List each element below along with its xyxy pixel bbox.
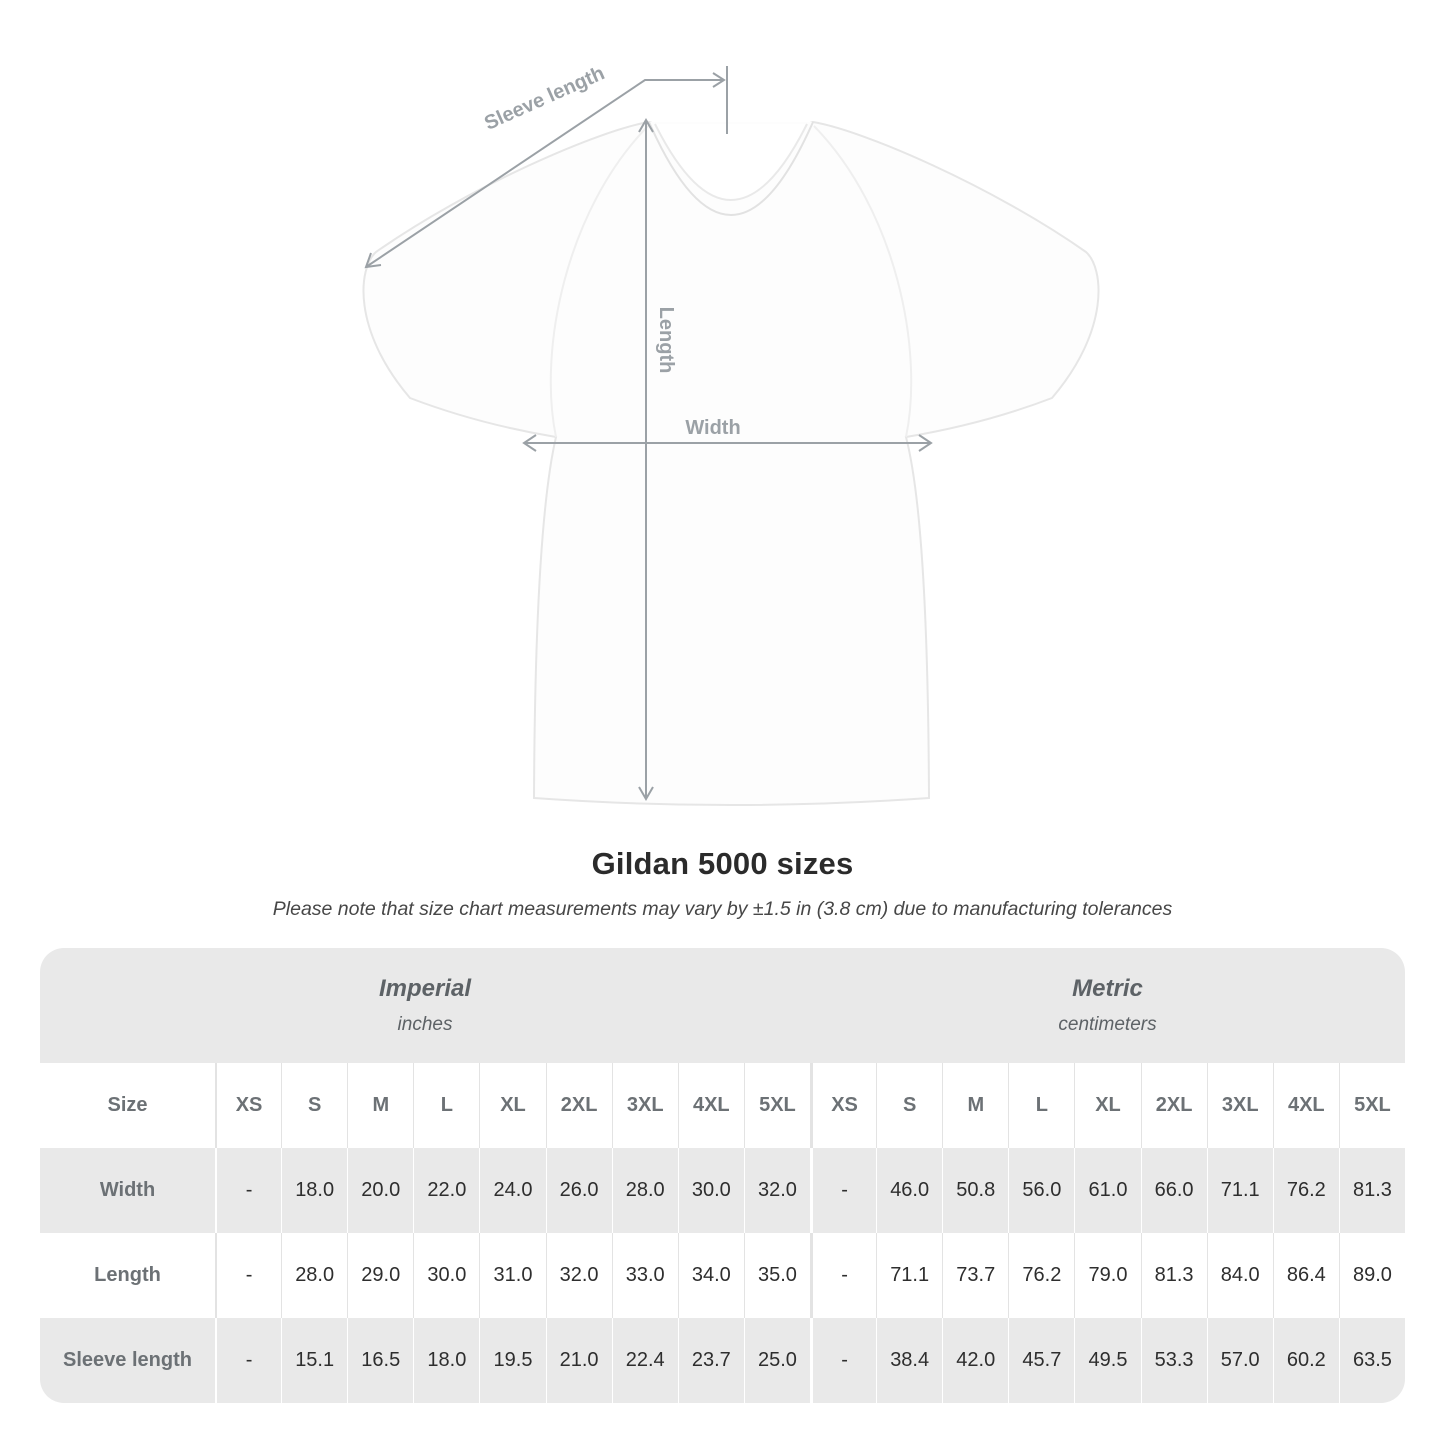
table-cell: - <box>215 1148 281 1233</box>
table-cell: - <box>215 1233 281 1318</box>
table-cell: 32.0 <box>546 1233 612 1318</box>
table-cell: 56.0 <box>1008 1148 1074 1233</box>
table-cell: 71.1 <box>876 1233 942 1318</box>
table-cell: 61.0 <box>1074 1148 1140 1233</box>
unit-header-metric <box>810 948 1405 1063</box>
table-cell: 20.0 <box>347 1148 413 1233</box>
table-cell: 53.3 <box>1141 1318 1207 1403</box>
table-cell: 81.3 <box>1339 1148 1405 1233</box>
table-cell: 35.0 <box>744 1233 810 1318</box>
table-cell: 24.0 <box>479 1148 545 1233</box>
table-cell: 34.0 <box>678 1233 744 1318</box>
table-cell: - <box>810 1148 876 1233</box>
length-label: Length <box>655 306 677 374</box>
table-cell: 38.4 <box>876 1318 942 1403</box>
row-label-width: Width <box>40 1148 215 1233</box>
table-cell: 19.5 <box>479 1318 545 1403</box>
width-label: Width <box>685 417 741 439</box>
table-cell: 30.0 <box>413 1233 479 1318</box>
unit-name-imperial: Imperial <box>378 975 472 1002</box>
size-header-imperial-4xl: 4XL <box>678 1063 744 1148</box>
page-title: Gildan 5000 sizes <box>591 846 854 881</box>
tolerance-note: Please note that size chart measurements may vary by ±1.5 in (3.8 cm) due to manufacturing tolerances <box>272 898 1173 920</box>
size-header-imperial-5xl: 5XL <box>744 1063 810 1148</box>
table-cell: - <box>810 1318 876 1403</box>
table-cell: 79.0 <box>1074 1233 1140 1318</box>
size-header-imperial-s: S <box>281 1063 347 1148</box>
table-cell: 28.0 <box>281 1233 347 1318</box>
size-header-metric-m: M <box>942 1063 1008 1148</box>
table-cell: 16.5 <box>347 1318 413 1403</box>
table-cell: 22.0 <box>413 1148 479 1233</box>
table-cell: 50.8 <box>942 1148 1008 1233</box>
table-cell: 63.5 <box>1339 1318 1405 1403</box>
table-cell: 29.0 <box>347 1233 413 1318</box>
table-cell: 60.2 <box>1273 1318 1339 1403</box>
table-cell: 33.0 <box>612 1233 678 1318</box>
table-cell: 22.4 <box>612 1318 678 1403</box>
table-cell: 42.0 <box>942 1318 1008 1403</box>
table-cell: 26.0 <box>546 1148 612 1233</box>
table-cell: 76.2 <box>1273 1148 1339 1233</box>
table-cell: 23.7 <box>678 1318 744 1403</box>
size-header-metric-l: L <box>1008 1063 1074 1148</box>
table-cell: 18.0 <box>281 1148 347 1233</box>
table-cell: 76.2 <box>1008 1233 1074 1318</box>
row-label-sleeve-length: Sleeve length <box>40 1318 215 1403</box>
size-header-metric-2xl: 2XL <box>1141 1063 1207 1148</box>
size-header-imperial-xs: XS <box>215 1063 281 1148</box>
table-cell: 18.0 <box>413 1318 479 1403</box>
table-cell: 57.0 <box>1207 1318 1273 1403</box>
table-cell: 49.5 <box>1074 1318 1140 1403</box>
size-header-metric-s: S <box>876 1063 942 1148</box>
table-cell: 15.1 <box>281 1318 347 1403</box>
unit-sub-imperial: inches <box>397 1014 453 1035</box>
table-cell: 25.0 <box>744 1318 810 1403</box>
table-cell: 45.7 <box>1008 1318 1074 1403</box>
size-header-metric-5xl: 5XL <box>1339 1063 1405 1148</box>
table-cell: 46.0 <box>876 1148 942 1233</box>
table-cell: 86.4 <box>1273 1233 1339 1318</box>
table-cell: 21.0 <box>546 1318 612 1403</box>
table-cell: 71.1 <box>1207 1148 1273 1233</box>
size-header-imperial-l: L <box>413 1063 479 1148</box>
unit-name-metric: Metric <box>1072 975 1143 1002</box>
table-cell: 32.0 <box>744 1148 810 1233</box>
table-cell: 81.3 <box>1141 1233 1207 1318</box>
unit-sub-metric: centimeters <box>1058 1014 1157 1035</box>
table-cell: 66.0 <box>1141 1148 1207 1233</box>
table-cell: - <box>215 1318 281 1403</box>
size-header-metric-3xl: 3XL <box>1207 1063 1273 1148</box>
table-cell: 73.7 <box>942 1233 1008 1318</box>
size-header-imperial-3xl: 3XL <box>612 1063 678 1148</box>
size-column-header: Size <box>107 1094 148 1116</box>
size-header-imperial-2xl: 2XL <box>546 1063 612 1148</box>
table-cell: 31.0 <box>479 1233 545 1318</box>
sleeve-length-label: Sleeve length <box>481 62 608 135</box>
size-header-metric-xs: XS <box>810 1063 876 1148</box>
size-table <box>40 948 1405 1403</box>
size-header-metric-4xl: 4XL <box>1273 1063 1339 1148</box>
size-header-metric-xl: XL <box>1074 1063 1140 1148</box>
table-cell: 84.0 <box>1207 1233 1273 1318</box>
tshirt-graphic <box>363 122 1098 805</box>
table-cell: 30.0 <box>678 1148 744 1233</box>
table-cell: 89.0 <box>1339 1233 1405 1318</box>
row-label-length: Length <box>94 1264 161 1286</box>
size-header-imperial-m: M <box>347 1063 413 1148</box>
size-header-imperial-xl: XL <box>479 1063 545 1148</box>
table-cell: - <box>810 1233 876 1318</box>
unit-header-imperial <box>40 948 810 1063</box>
table-cell: 28.0 <box>612 1148 678 1233</box>
